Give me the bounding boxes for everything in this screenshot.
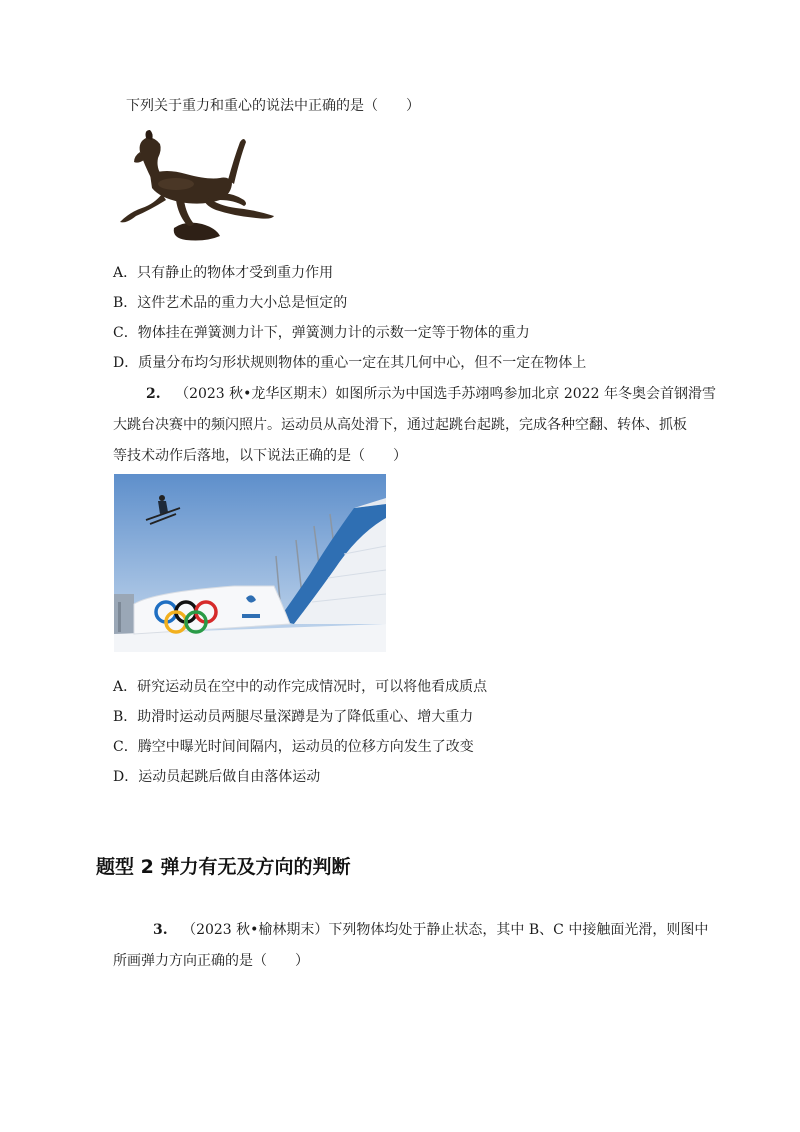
q1-option-c: C．物体挂在弹簧测力计下，弹簧测力计的示数一定等于物体的重力 xyxy=(113,325,530,341)
q3-stem-1: （2023 秋•榆林期末）下列物体均处于静止状态，其中 B、C 中接触面光滑，则图中 xyxy=(182,922,709,938)
ski-jump-photo xyxy=(114,474,386,652)
q2-option-d: D．运动员起跳后做自由落体运动 xyxy=(113,769,321,785)
q2-stem-3: 等技术动作后落地，以下说法正确的是（ ） xyxy=(113,448,407,464)
q2-line-1 xyxy=(146,384,716,404)
q2-stem-1: （2023 秋•龙华区期末）如图所示为中国选手苏翊鸣参加北京 2022 年冬奥会首钢滑雪 xyxy=(175,386,716,402)
q1-option-a: A．只有静止的物体才受到重力作用 xyxy=(113,265,334,281)
q2-option-c: C．腾空中曝光时间间隔内，运动员的位移方向发生了改变 xyxy=(113,739,474,755)
section-heading: 题型 2 弹力有无及方向的判断 xyxy=(96,856,351,878)
q3-stem-2: 所画弹力方向正确的是（ ） xyxy=(113,953,309,969)
q1-option-b: B．这件艺术品的重力大小总是恒定的 xyxy=(113,295,348,311)
q3-line-1 xyxy=(153,920,708,940)
bronze-horse-image xyxy=(116,128,278,246)
q2-option-b: B．助滑时运动员两腿尽量深蹲是为了降低重心、增大重力 xyxy=(113,709,474,725)
q2-option-a: A．研究运动员在空中的动作完成情况时，可以将他看成质点 xyxy=(113,679,488,695)
q1-stem: 下列关于重力和重心的说法中正确的是（ ） xyxy=(126,98,420,114)
q3-number: 3. xyxy=(153,922,168,938)
q2-stem-2: 大跳台决赛中的频闪照片。运动员从高处滑下，通过起跳台起跳，完成各种空翻、转体、抓板 xyxy=(113,417,687,433)
q2-number: 2. xyxy=(146,386,161,402)
q1-option-d: D．质量分布均匀形状规则物体的重心一定在其几何中心，但不一定在物体上 xyxy=(113,355,587,371)
